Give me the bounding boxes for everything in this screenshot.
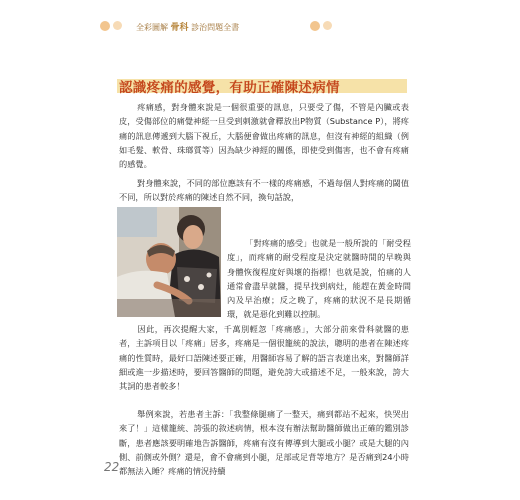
page-number: 22 [104,460,120,474]
paragraph-1-text: 疼痛感，對身體來說是一個很重要的訊息，只要受了傷，不管是內臟或表皮，受傷部位的痛覺神經一旦受到刺激就會釋放出P物質（Substance P），將疼痛的訊息傳遞到大腦下視丘，大腦便會做出疼痛的訊息，但沒有神經的組織（例如毛髮、軟骨、珠瑯質等）因為缺少神經的關係，即使受到傷害，也不會有疼痛的感覺。 [119,102,409,170]
paragraph-1 [119,100,409,171]
paragraph-2 [119,176,409,205]
paragraph-4 [119,322,409,393]
photo-illustration [117,207,221,317]
paragraph-3-text: 「對疼痛的感受」也就是一般所說的「耐受程度」，而疼痛的耐受程度是決定就醫時間的早晚與身體恢復程度好與壞的指標！也就是說，怕痛的人通常會盡早就醫，提早找到病灶，能趕在黃金時間內及早治療；反之晚了，疼痛的狀況不是長期循環，就是惡化到難以控制。 [227,238,411,320]
paragraph-2-text: 對身體來說，不同的部位應該有不一樣的疼痛感，不過每個人對疼痛的閾值不同，所以對於疼痛的陳述自然不同，換句話說， [119,178,409,203]
header-right-text: 診治問題全書 [191,23,240,32]
header-left-text: 全彩圖解 [136,23,168,32]
decor-dot [113,21,122,30]
header-mid-text: 骨科 [170,23,189,33]
header-dots-left [100,21,122,31]
running-header [100,17,410,35]
header-dots-right [310,21,332,31]
decor-dot [310,21,320,31]
doctor-examining-patient-photo [117,207,221,317]
paragraph-3 [227,236,411,322]
header-title [136,20,239,33]
paragraph-5-text: 舉例來說，若患者主訴：「我整條腿痛了一整天，痛到都站不起來，快哭出來了！」這樣籠統、誇張的敘述病情，根本沒有辦法幫助醫師做出正確的鑑別診斷，患者應該要明確地告訴醫師，疼痛有沒有傳導到大腿或小腿？或是大腿的內側、前側或外側？還是，會不會痛到小腿，足部或足背等地方？是否痛到24小時都無法入睡？疼痛的情況持續 [119,409,409,477]
paragraph-5 [119,407,409,478]
section-heading: 認識疼痛的感覺，有助正確陳述病情 [119,80,340,96]
paragraph-4-text: 因此，再次提醒大家，千萬別輕忽「疼痛感」，大部分前來骨科就醫的患者，主訴項目以「疼痛」居多，疼痛是一個很籠統的說法，聰明的患者在陳述疼痛的性質時，最好口語陳述要正確，用醫師容易了解的語言表達出來，對醫師詳細或進一步描述時，要回答醫師的問題，避免誇大或描述不足，一般來說，誇大其詞的患者較多！ [119,324,409,392]
decor-dot [100,21,110,31]
decor-dot [323,21,332,30]
